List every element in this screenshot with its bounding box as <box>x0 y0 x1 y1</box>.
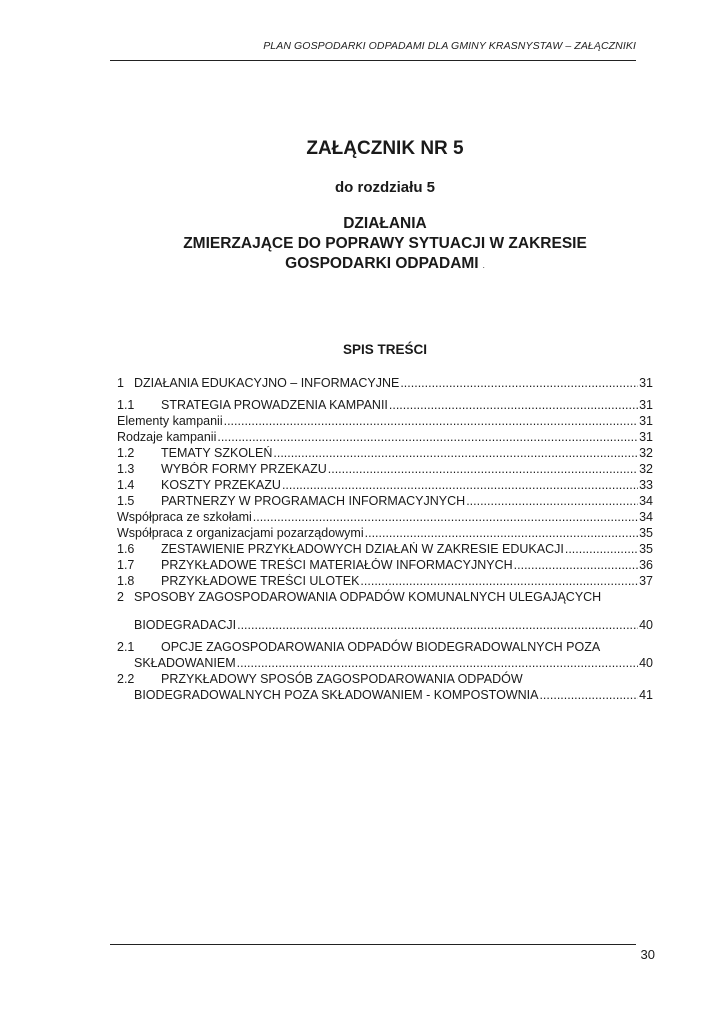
toc-leader-dots <box>466 494 638 508</box>
toc-entry[interactable] <box>117 542 653 558</box>
toc-entry-number: 1.7 <box>117 558 135 572</box>
toc-entry-text: PRZYKŁADOWY SPOSÓB ZAGOSPODAROWANIA ODPADÓW <box>161 672 523 686</box>
attachment-subtitle: do rozdziału 5 <box>334 179 435 196</box>
toc-entry[interactable] <box>117 574 653 590</box>
toc-entry[interactable] <box>117 494 653 510</box>
toc-leader-dots <box>273 446 638 460</box>
toc-entry-text: SKŁADOWANIEM <box>134 656 236 670</box>
toc-entry-page: 31 <box>639 414 653 428</box>
toc-entry-continuation[interactable] <box>117 656 653 672</box>
toc-entry-text: STRATEGIA PROWADZENIA KAMPANII <box>161 398 388 412</box>
toc-leader-dots <box>360 574 638 588</box>
toc-entry-page: 37 <box>639 574 653 588</box>
toc-entry-text: PRZYKŁADOWE TREŚCI MATERIAŁÓW INFORMACYJNYCH <box>161 558 513 572</box>
toc-entry-number: 2.1 <box>117 640 135 654</box>
heading-mark: . <box>482 261 485 270</box>
toc-entry-text: DZIAŁANIA EDUKACYJNO – INFORMACYJNE <box>134 376 400 390</box>
toc-leader-dots <box>400 376 638 390</box>
heading-line: ZMIERZAJĄCE DO POPRAWY SYTUACJI W ZAKRESIE <box>183 235 587 252</box>
running-header: PLAN GOSPODARKI ODPADAMI DLA GMINY KRASNYSTAW – ZAŁĄCZNIKI <box>263 40 636 52</box>
heading-line-text: GOSPODARKI ODPADAMI <box>285 255 479 272</box>
toc-entry-number: 2 <box>117 590 124 604</box>
toc-entry-number: 1 <box>117 376 124 390</box>
toc-entry-text: Współpraca z organizacjami pozarządowymi <box>117 526 364 540</box>
heading-line <box>110 254 660 276</box>
toc-entry-page: 40 <box>639 618 653 632</box>
toc-entry-text: BIODEGRADOWALNYCH POZA SKŁADOWANIEM - KOMPOSTOWNIA <box>134 688 539 702</box>
toc-leader-dots <box>253 510 638 524</box>
toc-leader-dots <box>237 656 638 670</box>
toc-entry[interactable] <box>117 558 653 574</box>
toc-entry-page: 36 <box>639 558 653 572</box>
toc-leader-dots <box>282 478 638 492</box>
toc-entry-number: 1.2 <box>117 446 135 460</box>
toc-entry-number: 1.4 <box>117 478 135 492</box>
section-heading <box>110 214 660 276</box>
toc-entry[interactable] <box>117 640 653 656</box>
toc-entry-continuation[interactable] <box>117 688 653 704</box>
toc-entry[interactable] <box>117 510 653 526</box>
toc-entry-number: 1.5 <box>117 494 135 508</box>
toc-entry-number: 1.8 <box>117 574 135 588</box>
toc-entry-text: PRZYKŁADOWE TREŚCI ULOTEK <box>161 574 360 588</box>
toc-title: SPIS TREŚCI <box>342 342 428 357</box>
toc-entry[interactable] <box>117 398 653 414</box>
toc-entry-number: 1.3 <box>117 462 135 476</box>
header-rule <box>110 60 636 61</box>
toc-entry-page: 40 <box>639 656 653 670</box>
toc-entry[interactable] <box>117 590 653 606</box>
toc-entry-page: 31 <box>639 398 653 412</box>
toc-leader-dots <box>224 414 638 428</box>
toc-entry-page: 31 <box>639 376 653 390</box>
toc-leader-dots <box>539 688 638 702</box>
toc-leader-dots <box>389 398 638 412</box>
toc-entry-text: ZESTAWIENIE PRZYKŁADOWYCH DZIAŁAŃ W ZAKRESIE EDUKACJI <box>161 542 564 556</box>
toc-entry-text: TEMATY SZKOLEŃ <box>161 446 273 460</box>
toc-entry-text: BIODEGRADACJI <box>134 618 237 632</box>
toc-entry-continuation[interactable] <box>117 618 653 634</box>
toc-entry[interactable] <box>117 526 653 542</box>
toc-entry-number: 1.6 <box>117 542 135 556</box>
toc-entry[interactable] <box>117 376 653 392</box>
toc-entry-page: 35 <box>639 526 653 540</box>
attachment-title: ZAŁĄCZNIK NR 5 <box>306 138 464 159</box>
toc-entry[interactable] <box>117 446 653 462</box>
toc-entry-text: SPOSOBY ZAGOSPODAROWANIA ODPADÓW KOMUNALNYCH ULEGAJĄCYCH <box>134 590 602 604</box>
toc-leader-dots <box>217 430 638 444</box>
toc-entry-page: 33 <box>639 478 653 492</box>
toc-entry-number: 1.1 <box>117 398 135 412</box>
toc-entry[interactable] <box>117 462 653 478</box>
toc-entry-text: PARTNERZY W PROGRAMACH INFORMACYJNYCH <box>161 494 466 508</box>
toc-entry-page: 35 <box>639 542 653 556</box>
toc-entry-text: KOSZTY PRZEKAZU <box>161 478 281 492</box>
toc-leader-dots <box>328 462 638 476</box>
toc-entry[interactable] <box>117 478 653 494</box>
heading-line: DZIAŁANIA <box>343 215 427 232</box>
toc-entry-page: 34 <box>639 510 653 524</box>
toc-entry-text: Współpraca ze szkołami <box>117 510 252 524</box>
table-of-contents <box>117 376 653 704</box>
toc-entry-page: 41 <box>639 688 653 702</box>
toc-entry-page: 34 <box>639 494 653 508</box>
toc-entry[interactable] <box>117 672 653 688</box>
toc-leader-dots <box>237 618 638 632</box>
toc-entry-text: Elementy kampanii <box>117 414 223 428</box>
toc-entry[interactable] <box>117 414 653 430</box>
toc-entry-number: 2.2 <box>117 672 135 686</box>
footer-rule <box>110 944 636 945</box>
toc-entry-page: 32 <box>639 462 653 476</box>
toc-entry-text: WYBÓR FORMY PRZEKAZU <box>161 462 327 476</box>
toc-entry-page: 31 <box>639 430 653 444</box>
toc-entry-text: Rodzaje kampanii <box>117 430 217 444</box>
toc-leader-dots <box>365 526 638 540</box>
toc-entry[interactable] <box>117 430 653 446</box>
toc-entry-text: OPCJE ZAGOSPODAROWANIA ODPADÓW BIODEGRADOWALNYCH POZA <box>161 640 601 654</box>
toc-leader-dots <box>514 558 638 572</box>
toc-entry-page: 32 <box>639 446 653 460</box>
page-number: 30 <box>640 947 655 962</box>
toc-leader-dots <box>565 542 638 556</box>
